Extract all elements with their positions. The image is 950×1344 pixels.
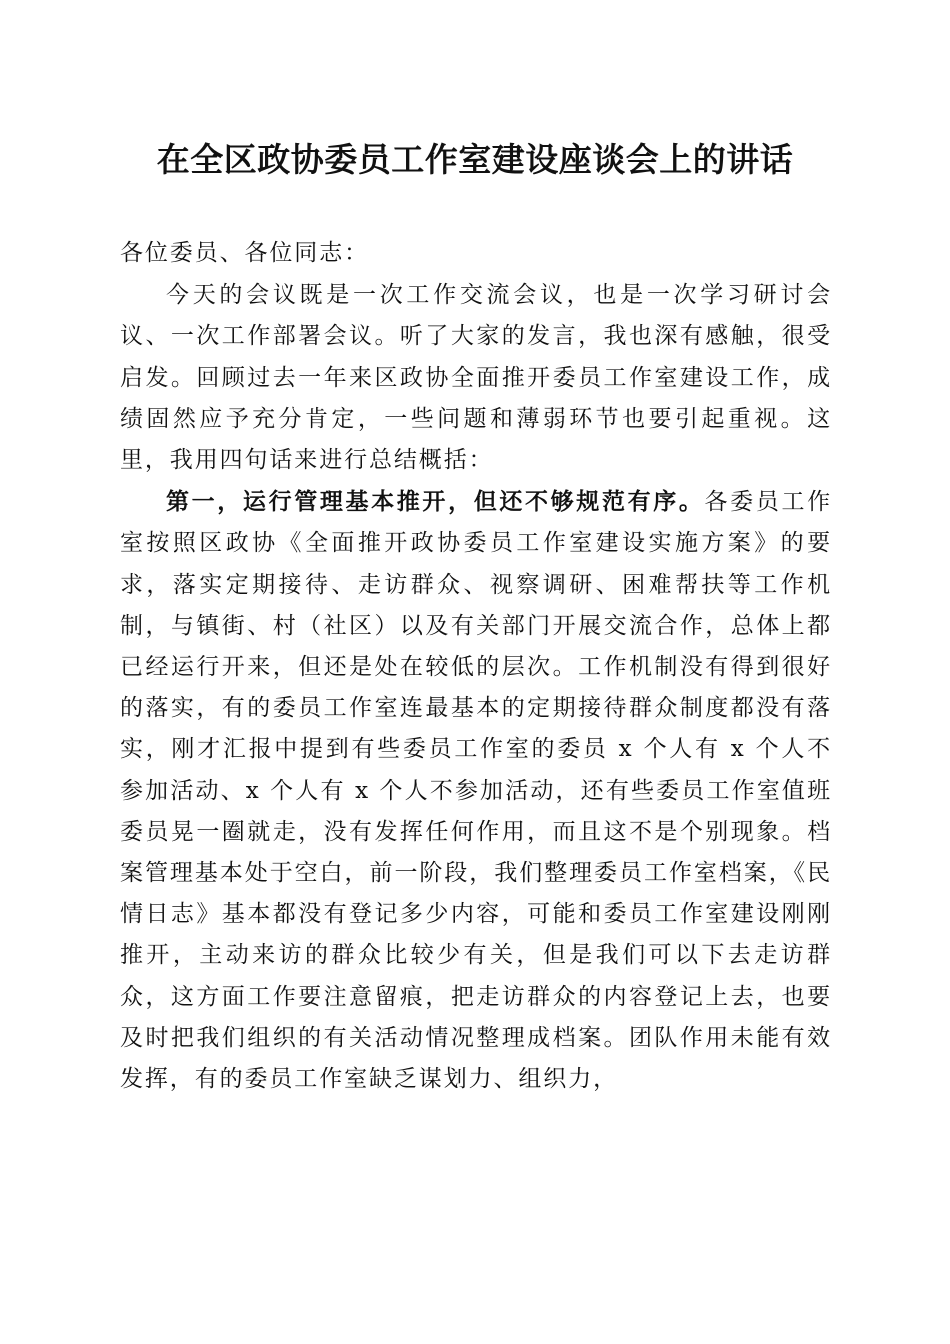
document-body bbox=[120, 233, 832, 1100]
paragraph-point-one bbox=[120, 481, 832, 1100]
paragraph-text: 今天的会议既是一次工作交流会议，也是一次学习研讨会议、一次工作部署会议。听了大家的发言，我也深有感触，很受启发。回顾过去一年来区政协全面推开委员工作室建设工作，成绩固然应予充分肯定，一些问题和薄弱环节也要引起重视。这里，我用四句话来进行总结概括： bbox=[120, 282, 832, 474]
paragraph-text: 各委员工作室按照区政协《全面推开政协委员工作室建设实施方案》的要求，落实定期接待、走访群众、视察调研、困难帮扶等工作机制，与镇街、村（社区）以及有关部门开展交流合作，总体上都已经运行开来，但还是处在较低的层次。工作机制没有得到很好的落实，有的委员工作室连最基本的定期接待群众制度都没有落实，刚才汇报中提到有些委员工作室的委员 x 个人有 x 个人不参加活动、x 个人有 x 个人不参加活动，还有些委员工作室值班委员晃一圈就走，没有发挥任何作用，而且这不是个别现象。档案管理基本处于空白，前一阶段，我们整理委员工作室档案，《民情日志》基本都没有登记多少内容，可能和委员工作室建设刚刚推开，主动来访的群众比较少有关，但是我们可以下去走访群众，这方面工作要注意留痕，把走访群众的内容登记上去，也要及时把我们组织的有关活动情况整理成档案。团队作用未能有效发挥，有的委员工作室缺乏谋划力、组织力， bbox=[120, 489, 833, 1093]
salutation: 各位委员、各位同志： bbox=[120, 240, 369, 266]
paragraph-intro bbox=[120, 274, 832, 481]
document-title: 在全区政协委员工作室建设座谈会上的讲话 bbox=[156, 140, 794, 179]
paragraph-lead: 第一，运行管理基本推开，但还不够规范有序。 bbox=[166, 488, 705, 516]
